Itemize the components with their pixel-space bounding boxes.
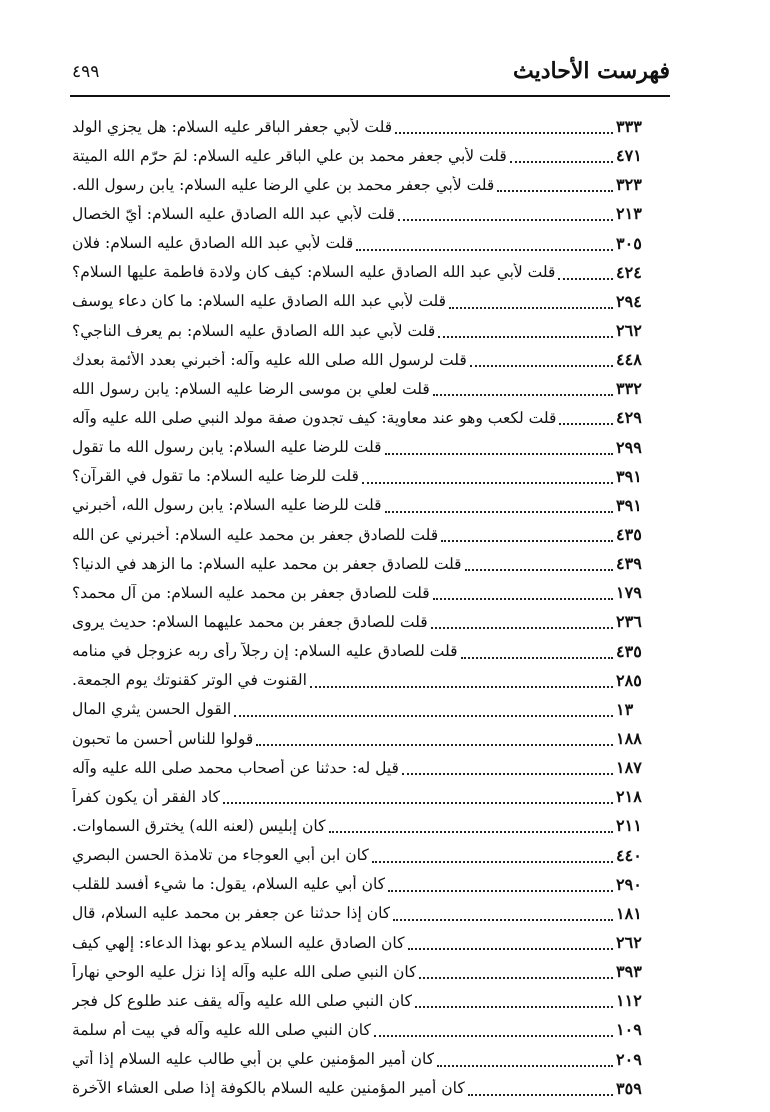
index-entry bbox=[72, 753, 670, 782]
entry-page-number: ٢٩٠ bbox=[616, 874, 642, 894]
entry-text: كان النبي صلى الله عليه وآله إذا نزل عليه الوحي نهاراً bbox=[72, 962, 417, 981]
index-entry bbox=[72, 199, 670, 228]
entry-page-number: ٣٣٢ bbox=[616, 379, 642, 399]
entry-page-number: ١٧٩ bbox=[616, 583, 642, 603]
dot-leader bbox=[441, 539, 613, 542]
index-entry bbox=[72, 170, 670, 199]
entry-text: كان أمير المؤمنين عليه السلام بالكوفة إذا صلى العشاء الآخرة bbox=[72, 1079, 465, 1098]
index-entry bbox=[72, 520, 670, 549]
entry-page-number: ١٨٨ bbox=[616, 729, 642, 749]
entry-text: كان النبي صلى الله عليه وآله يقف عند طلوع كل فجر bbox=[72, 991, 413, 1010]
entry-page-number: ٢١٣ bbox=[616, 204, 642, 224]
entry-page-number: ١٠٩ bbox=[616, 1020, 642, 1040]
entry-text: قلت لأبي عبد الله الصادق عليه السلام: فلان bbox=[72, 234, 354, 253]
entry-page-number: ٣٢٣ bbox=[616, 175, 642, 195]
index-entry bbox=[72, 666, 670, 695]
dot-leader bbox=[470, 364, 613, 367]
entry-page-number: ٢٨٥ bbox=[616, 670, 642, 690]
entry-text: قلت للصادق جعفر بن محمد عليه السلام: أخبرني عن الله bbox=[72, 525, 439, 544]
dot-leader bbox=[408, 947, 613, 950]
index-entry bbox=[72, 811, 670, 840]
index-entry bbox=[72, 491, 670, 520]
dot-leader bbox=[510, 160, 613, 163]
index-entry bbox=[72, 1045, 670, 1074]
dot-leader bbox=[393, 918, 613, 921]
entry-text: قلت للرضا عليه السلام: يابن رسول الله، أخبرني bbox=[72, 496, 382, 515]
header-divider bbox=[70, 95, 670, 97]
dot-leader bbox=[385, 452, 613, 455]
entry-page-number: ٤٤٠ bbox=[616, 845, 642, 865]
dot-leader bbox=[402, 772, 613, 775]
entry-page-number: ٣٩٣ bbox=[616, 962, 642, 982]
index-entry bbox=[72, 870, 670, 899]
dot-leader bbox=[419, 976, 613, 979]
entry-text: قلت للصادق جعفر بن محمد عليه السلام: من آل محمد؟ bbox=[72, 583, 430, 602]
entry-text: كاد الفقر أن يكون كفراً bbox=[72, 787, 221, 806]
index-entry bbox=[72, 112, 670, 141]
entry-page-number: ٤٢٩ bbox=[616, 408, 642, 428]
hadith-index-list bbox=[72, 112, 670, 1103]
entry-page-number: ٢١١ bbox=[616, 816, 642, 836]
entry-page-number: ١٨٧ bbox=[616, 758, 642, 778]
entry-text: القنوت في الوتر كقنوتك يوم الجمعة. bbox=[72, 671, 307, 690]
entry-page-number: ٤٣٩ bbox=[616, 554, 642, 574]
index-entry bbox=[72, 637, 670, 666]
dot-leader bbox=[223, 801, 613, 804]
index-entry bbox=[72, 316, 670, 345]
entry-page-number: ٣٣٣ bbox=[616, 117, 642, 137]
index-entry bbox=[72, 695, 670, 724]
dot-leader bbox=[362, 481, 613, 484]
index-entry bbox=[72, 549, 670, 578]
entry-text: قلت لرسول الله صلى الله عليه وآله: أخبرني بعدد الأئمة بعدك bbox=[72, 350, 467, 369]
entry-page-number: ٤٣٥ bbox=[616, 641, 642, 661]
entry-text: قلت للصادق جعفر بن محمد عليه السلام: ما الزهد في الدنيا؟ bbox=[72, 554, 462, 573]
entry-text: قلت لأبي عبد الله الصادق عليه السلام: ما كان دعاء يوسف bbox=[72, 292, 447, 311]
dot-leader bbox=[461, 656, 613, 659]
entry-page-number: ١٣ bbox=[616, 699, 634, 719]
dot-leader bbox=[559, 422, 613, 425]
entry-text: قلت للرضا عليه السلام: ما تقول في القرآن؟ bbox=[72, 467, 359, 486]
entry-text: كان أبي عليه السلام، يقول: ما شيء أفسد للقلب bbox=[72, 875, 386, 894]
index-entry bbox=[72, 141, 670, 170]
dot-leader bbox=[234, 714, 613, 717]
entry-page-number: ٢٣٦ bbox=[616, 612, 642, 632]
entry-text: قلت للصادق جعفر بن محمد عليهما السلام: حديث يروى bbox=[72, 612, 428, 631]
entry-text: قلت لأبي جعفر الباقر عليه السلام: هل يجزي الولد bbox=[72, 117, 393, 136]
index-entry bbox=[72, 287, 670, 316]
index-entry bbox=[72, 578, 670, 607]
entry-text: قلت لأبي جعفر محمد بن علي الرضا عليه السلام: يابن رسول الله. bbox=[72, 175, 495, 194]
dot-leader bbox=[329, 830, 614, 833]
index-entry bbox=[72, 374, 670, 403]
entry-text: قلت لكعب وهو عند معاوية: كيف تجدون صفة مولد النبي صلى الله عليه وآله bbox=[72, 408, 557, 427]
index-entry bbox=[72, 229, 670, 258]
index-entry bbox=[72, 928, 670, 957]
index-entry bbox=[72, 782, 670, 811]
entry-page-number: ٣٥٩ bbox=[616, 1078, 642, 1098]
entry-page-number: ٢٠٩ bbox=[616, 1049, 642, 1069]
entry-text: قلت لعلي بن موسى الرضا عليه السلام: يابن رسول الله bbox=[72, 379, 430, 398]
entry-text: قولوا للناس أحسن ما تحبون bbox=[72, 729, 254, 748]
dot-leader bbox=[558, 277, 613, 280]
dot-leader bbox=[468, 1093, 613, 1096]
dot-leader bbox=[438, 335, 613, 338]
entry-page-number: ٤٧١ bbox=[616, 146, 642, 166]
index-entry bbox=[72, 1015, 670, 1044]
dot-leader bbox=[431, 626, 613, 629]
index-entry bbox=[72, 724, 670, 753]
entry-page-number: ٤٤٨ bbox=[616, 350, 642, 370]
dot-leader bbox=[356, 248, 613, 251]
entry-text: كان أمير المؤمنين علي بن أبي طالب عليه السلام إذا أتي bbox=[72, 1050, 435, 1069]
dot-leader bbox=[310, 685, 613, 688]
entry-page-number: ٢٦٢ bbox=[616, 321, 642, 341]
dot-leader bbox=[449, 306, 613, 309]
entry-text: كان النبي صلى الله عليه وآله في بيت أم سلمة bbox=[72, 1020, 371, 1039]
index-entry bbox=[72, 899, 670, 928]
entry-page-number: ١١٢ bbox=[616, 991, 642, 1011]
entry-page-number: ٢١٨ bbox=[616, 787, 642, 807]
entry-page-number: ٢٩٤ bbox=[616, 291, 642, 311]
entry-text: قلت لأبي عبد الله الصادق عليه السلام: أيّ الخصال bbox=[72, 204, 396, 223]
entry-text: كان إبليس (لعنه الله) يخترق السماوات. bbox=[72, 816, 326, 835]
entry-page-number: ٣٠٥ bbox=[616, 233, 642, 253]
entry-text: قيل له: حدثنا عن أصحاب محمد صلى الله عليه وآله bbox=[72, 758, 399, 777]
index-entry bbox=[72, 345, 670, 374]
dot-leader bbox=[395, 131, 613, 134]
dot-leader bbox=[385, 510, 613, 513]
index-entry bbox=[72, 1074, 670, 1103]
dot-leader bbox=[388, 889, 613, 892]
entry-text: القول الحسن يثري المال bbox=[72, 700, 232, 719]
entry-text: كان إذا حدثنا عن جعفر بن محمد عليه السلام، قال bbox=[72, 904, 391, 923]
index-entry bbox=[72, 607, 670, 636]
page-header bbox=[72, 58, 670, 94]
index-entry bbox=[72, 462, 670, 491]
entry-page-number: ٤٣٥ bbox=[616, 525, 642, 545]
entry-page-number: ١٨١ bbox=[616, 903, 642, 923]
dot-leader bbox=[415, 1005, 613, 1008]
dot-leader bbox=[497, 189, 613, 192]
index-entry bbox=[72, 957, 670, 986]
dot-leader bbox=[372, 860, 613, 863]
page-title: فهرست الأحاديث bbox=[513, 58, 670, 84]
entry-text: كان الصادق عليه السلام يدعو بهذا الدعاء: إلهي كيف bbox=[72, 933, 405, 952]
dot-leader bbox=[433, 393, 613, 396]
entry-text: قلت لأبي عبد الله الصادق عليه السلام: بم يعرف الناجي؟ bbox=[72, 321, 436, 340]
index-entry bbox=[72, 433, 670, 462]
dot-leader bbox=[465, 568, 613, 571]
dot-leader bbox=[374, 1034, 613, 1037]
index-entry bbox=[72, 841, 670, 870]
entry-page-number: ٢٩٩ bbox=[616, 437, 642, 457]
dot-leader bbox=[433, 597, 613, 600]
entry-text: قلت لأبي جعفر محمد بن علي الباقر عليه السلام: لمَ حرّم الله الميتة bbox=[72, 146, 507, 165]
index-entry bbox=[72, 403, 670, 432]
entry-text: كان ابن أبي العوجاء من تلامذة الحسن البصري bbox=[72, 846, 369, 865]
page-number: ٤٩٩ bbox=[72, 62, 100, 82]
entry-page-number: ٤٢٤ bbox=[616, 262, 642, 282]
dot-leader bbox=[256, 743, 613, 746]
entry-text: قلت لأبي عبد الله الصادق عليه السلام: كيف كان ولادة فاطمة عليها السلام؟ bbox=[72, 263, 556, 282]
entry-page-number: ٣٩١ bbox=[616, 466, 642, 486]
dot-leader bbox=[437, 1064, 613, 1067]
dot-leader bbox=[398, 218, 613, 221]
entry-page-number: ٣٩١ bbox=[616, 495, 642, 515]
entry-text: قلت للصادق عليه السلام: إن رجلاً رأى ربه عزوجل في منامه bbox=[72, 642, 458, 661]
index-entry bbox=[72, 986, 670, 1015]
entry-text: قلت للرضا عليه السلام: يابن رسول الله ما تقول bbox=[72, 438, 382, 457]
index-entry bbox=[72, 258, 670, 287]
entry-page-number: ٢٦٢ bbox=[616, 933, 642, 952]
